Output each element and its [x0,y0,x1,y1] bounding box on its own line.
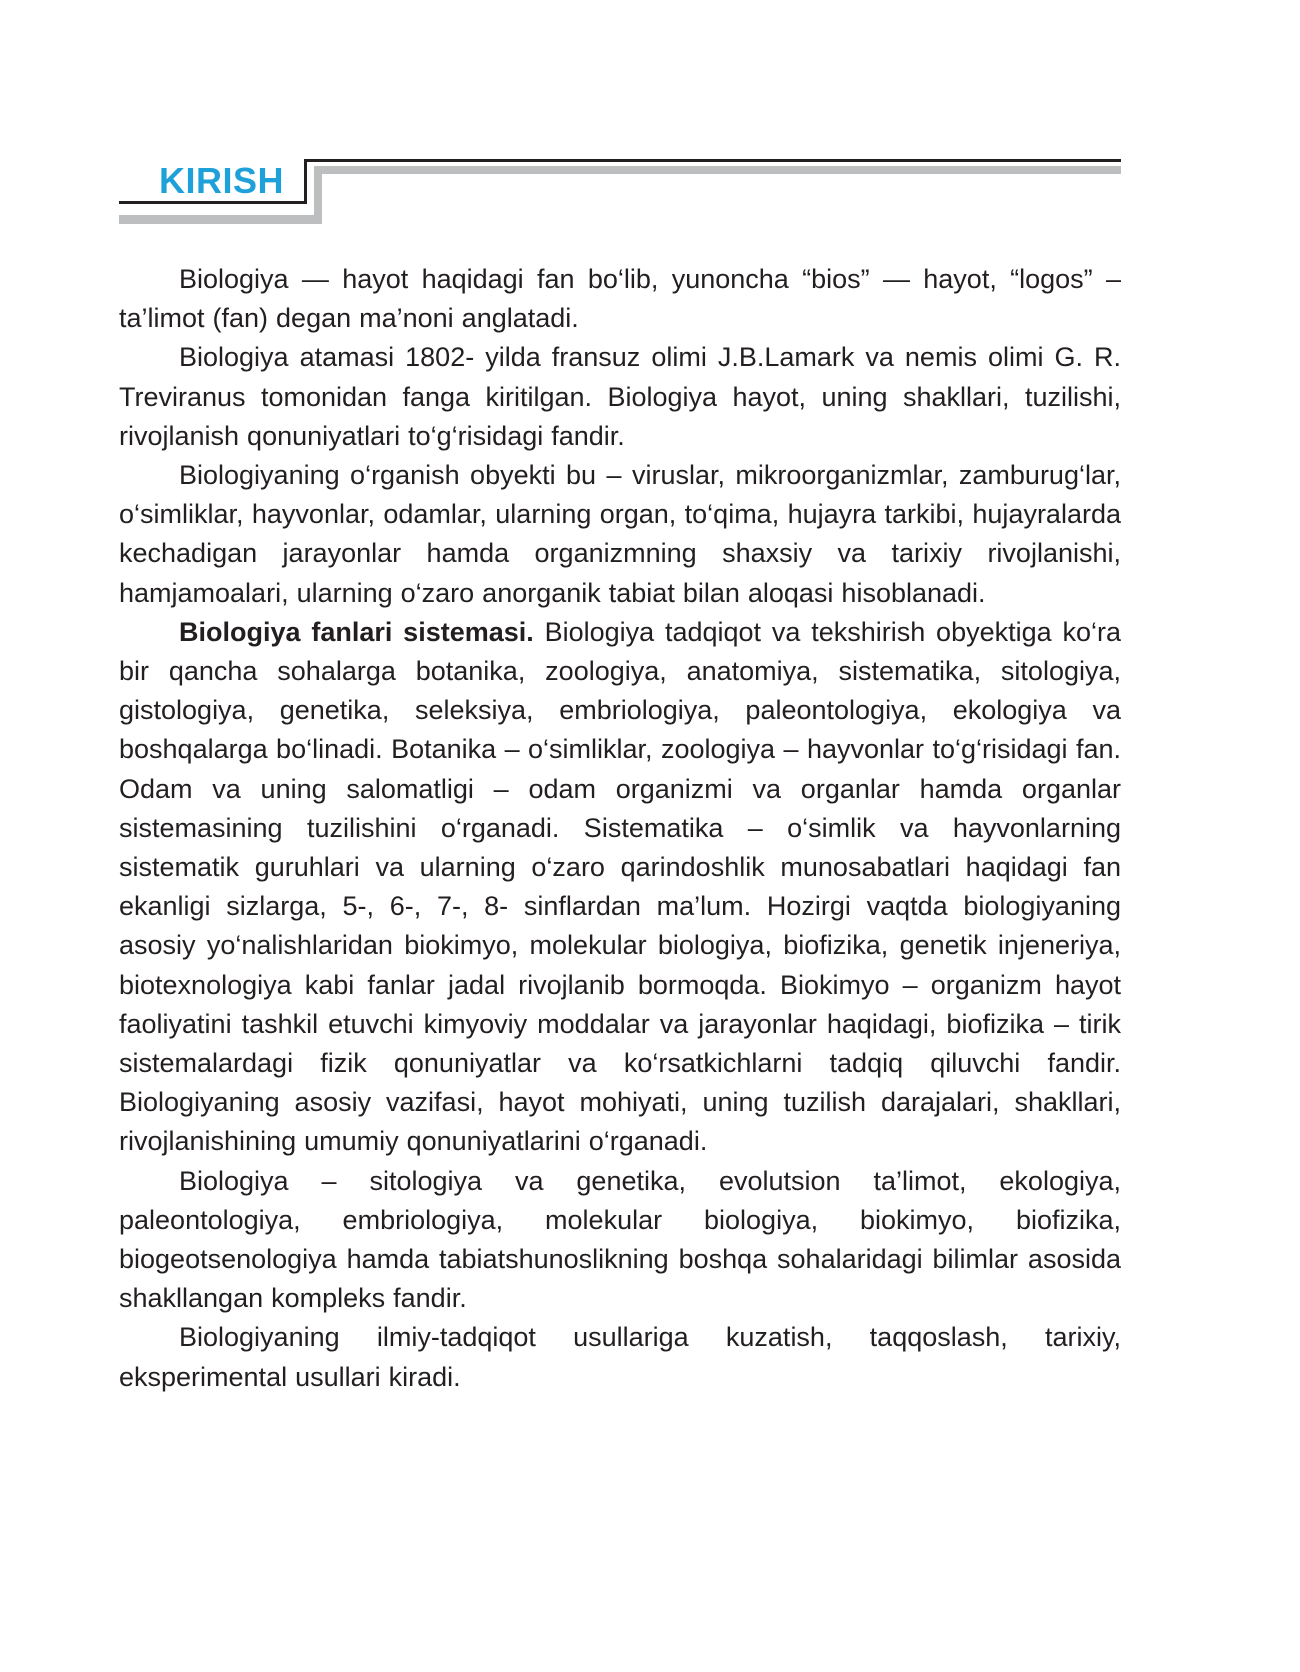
heading-frame-rule-bottom [119,201,307,204]
section-heading [119,155,1121,225]
heading-frame-rule-top [304,159,1121,162]
paragraph-text: Biologiya tadqiqot va tekshirish obyektiga ko‘ra bir qancha sohalarga botanika, zoologiya, anatomiya, sistematika, sitologiya, gistologiya, genetika, seleksiya, embriologiya, paleontologiya, ekologiya va boshqalarga bo‘linadi. Botanika – o‘simliklar, zoologiya – hayvonlar to‘g‘risidagi fan. Odam va uning salomatligi – odam organizmi va organlar hamda organlar sistemasining tuzilishini o‘rganadi. Sistematika – o‘simlik va hayvonlarning sistematik guruhlari va ularning o‘zaro qarindoshlik munosabatlari haqidagi fan ekanligi sizlarga, 5-, 6-, 7-, 8- sinflardan ma’lum. Hozirgi vaqtda biologiyaning asosiy yo‘nalishlaridan biokimyo, molekular biologiya, biofizika, genetik injeneriya, biotexnologiya kabi fanlar jadal rivojlanib bormoqda. Biokimyo – organizm hayot faoliyatini tashkil etuvchi kimyoviy moddalar va jarayonlar haqidagi, biofizika – tirik sistemalardagi fizik qonuniyatlar va ko‘rsatkichlarni tadqiq qiluvchi fandir. Biologiyaning asosiy vazifasi, hayot mohiyati, uning tuzilish darajalari, shakllari, rivojlanishining umumiy qonuniyatlarini o‘rganadi. [119,616,1121,1157]
paragraph-text: Biologiya — hayot haqidagi fan bo‘lib, yunoncha “bios” — hayot, “logos” – ta’limot (fan) degan ma’noni anglatadi. [119,264,1121,334]
paragraph-text: Biologiyaning ilmiy-tadqiqot usullariga kuzatish, taqqoslash, tarixiy, eksperimental usullari kiradi. [119,1322,1121,1392]
heading-frame-shadow-bottom [119,215,322,224]
paragraph-5 [119,1162,1121,1319]
paragraph-text: Biologiyaning o‘rganish obyekti bu – viruslar, mikroorganizmlar, zamburug‘lar, o‘simliklar, hayvonlar, odamlar, ularning organ, to‘qima, hujayra tarkibi, hujayralarda kechadigan jarayonlar hamda organizmning shaxsiy va tarixiy rivojlanishi, hamjamoalari, ularning o‘zaro anorganik tabiat bilan aloqasi hisoblanadi. [119,460,1121,608]
paragraph-text: Biologiya atamasi 1802- yilda fransuz olimi J.B.Lamark va nemis olimi G. R. Treviranus tomonidan fanga kiritilgan. Biologiya hayot, uning shakllari, tuzilishi, rivojlanish qonuniyatlari to‘g‘risidagi fandir. [119,342,1121,451]
page-title: KIRISH [159,160,285,201]
heading-frame-rule-vertical [304,159,307,204]
paragraph-6 [119,1318,1121,1396]
body-text [119,260,1121,1397]
paragraph-3 [119,456,1121,613]
paragraph-lead: Biologiya fanlari sistemasi. [179,616,534,647]
paragraph-1 [119,260,1121,338]
paragraph-text: Biologiya – sitologiya va genetika, evolutsion ta’limot, ekologiya, paleontologiya, embriologiya, molekular biologiya, biokimyo, biofizika, biogeotsenologiya hamda tabiatshunoslikning boshqa sohalaridagi bilimlar asosida shakllangan kompleks fandir. [119,1165,1121,1314]
paragraph-4 [119,613,1121,1162]
heading-frame-shadow-top [314,166,1121,174]
paragraph-2 [119,338,1121,456]
